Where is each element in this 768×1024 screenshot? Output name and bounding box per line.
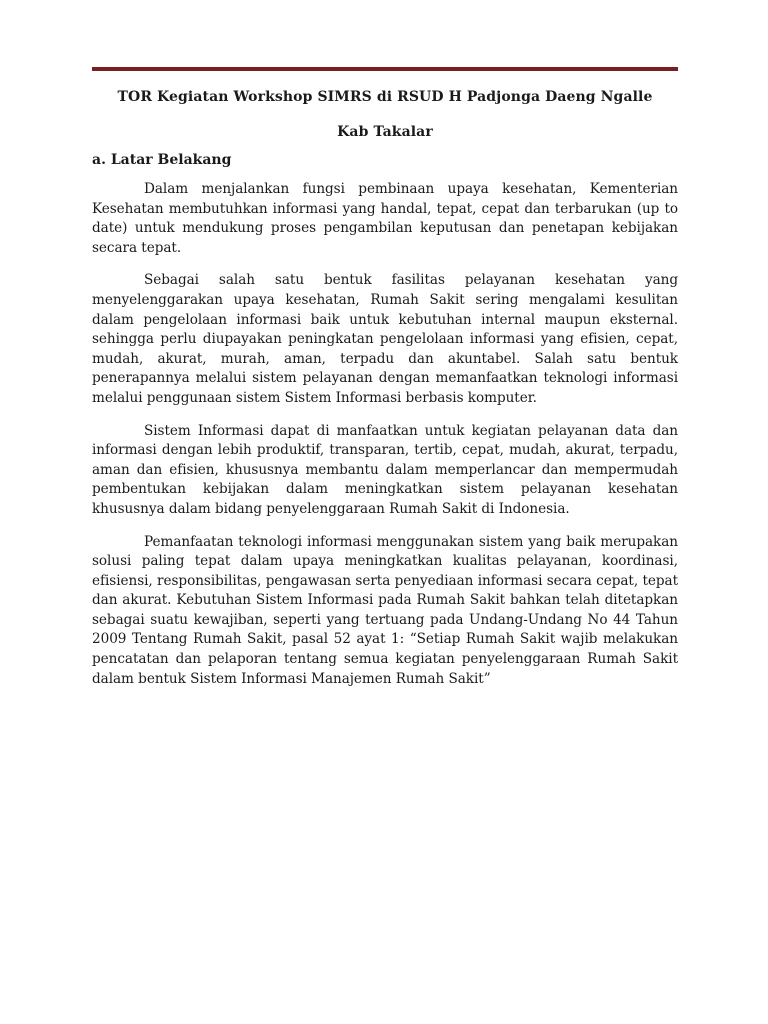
- paragraph-1: Dalam menjalankan fungsi pembinaan upaya kesehatan, Kementerian Kesehatan membutuhkan informasi yang handal, tepat, cepat dan terbarukan (up to date) untuk mendukung proses pengambilan keputusan dan penetapan kebijakan secara tepat.: [92, 181, 678, 256]
- paragraph-2: Sebagai salah satu bentuk fasilitas pelayanan kesehatan yang menyelenggarakan upaya kesehatan, Rumah Sakit sering mengalami kesulitan dalam pengelolaan informasi baik untuk kebutuhan internal maupun eksternal. sehingga perlu diupayakan peningkatan pengelolaan informasi yang efisien, cepat, mudah, akurat, murah, aman, terpadu dan akuntabel. Salah satu bentuk penerapannya melalui sistem pelayanan dengan memanfaatkan teknologi informasi melalui penggunaan sistem Sistem Informasi berbasis komputer.: [92, 272, 678, 406]
- paragraph-4: Pemanfaatan teknologi informasi menggunakan sistem yang baik merupakan solusi paling tepat dalam upaya meningkatkan kualitas pelayanan, koordinasi, efisiensi, responsibilitas, pengawasan serta penyediaan informasi secara cepat, tepat dan akurat. Kebutuhan Sistem Informasi pada Rumah Sakit bahkan telah ditetapkan sebagai suatu kewajiban, seperti yang tertuang pada Undang-Undang No 44 Tahun 2009 Tentang Rumah Sakit, pasal 52 ayat 1: “Setiap Rumah Sakit wajib melakukan pencatatan dan pelaporan tentang semua kegiatan penyelenggaraan Rumah Sakit dalam bentuk Sistem Informasi Manajemen Rumah Sakit”: [92, 533, 678, 687]
- paragraph-3: Sistem Informasi dapat di manfaatkan untuk kegiatan pelayanan data dan informasi dengan lebih produktif, transparan, tertib, cepat, mudah, akurat, terpadu, aman dan efisien, khususnya membantu dalam memperlancar dan mempermudah pembentukan kebijakan dalam meningkatkan sistem pelayanan kesehatan khususnya dalam bidang penyelenggaraan Rumah Sakit di Indonesia.: [92, 422, 678, 517]
- header-rule: [92, 67, 678, 71]
- section-heading: a. Latar Belakang: [92, 152, 232, 168]
- document-title-line-1: TOR Kegiatan Workshop SIMRS di RSUD H Padjonga Daeng Ngalle: [117, 89, 653, 105]
- body-text: [92, 180, 678, 702]
- document-title-line-2: Kab Takalar: [337, 124, 433, 140]
